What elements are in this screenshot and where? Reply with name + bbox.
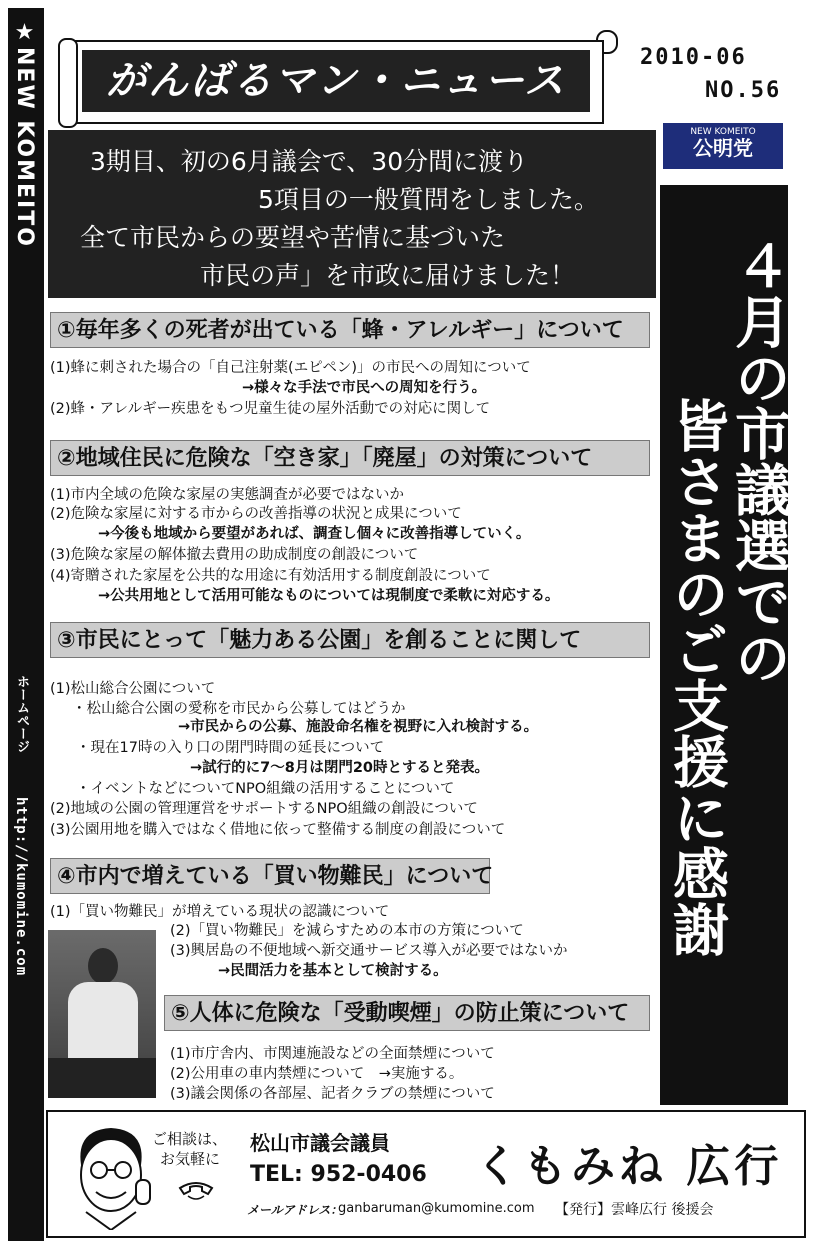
telephone-number[interactable]: TEL: 952-0406 bbox=[250, 1162, 427, 1187]
section-3-item: (3)公園用地を購入ではなく借地に依って整備する制度の創設について bbox=[50, 822, 506, 838]
section-4-item: (1)「買い物難民」が増えている現状の認識について bbox=[50, 904, 390, 920]
section-1-heading: ①毎年多くの死者が出ている「蜂・アレルギー」について bbox=[50, 312, 650, 348]
section-4-item: (2)「買い物難民」を減らすための本市の方策について bbox=[170, 923, 524, 939]
section-1-item: (2)蜂・アレルギー疾患をもつ児童生徒の屋外活動での対応に関して bbox=[50, 401, 491, 417]
section-2-item: (4)寄贈された家屋を公共的な用途に有効活用する制度創設について bbox=[50, 568, 491, 584]
photo-person-head bbox=[88, 948, 118, 984]
section-1-item: (1)蜂に刺された場合の「自己注射薬(エピペン)」の市民への周知について bbox=[50, 360, 531, 376]
banner-column-1: ４月の市議選での bbox=[726, 237, 791, 685]
section-4-heading: ④市内で増えている「買い物難民」について bbox=[50, 858, 490, 894]
section-2-item: (2)危険な家屋に対する市からの改善指導の状況と成果について bbox=[50, 506, 462, 522]
section-3-answer: →試行的に7～8月は閉門20時とすると発表。 bbox=[190, 760, 490, 776]
section-4-item: (3)興居島の不便地域へ新交通サービス導入が必要ではないか bbox=[170, 943, 568, 959]
brand-vertical-text: ★NEW KOMEITO bbox=[12, 20, 37, 248]
intro-line: 市民の声」を市政に届けました！ bbox=[200, 261, 576, 290]
section-3-item: ・松山総合公園の愛称を市民から公募してはどうか bbox=[72, 701, 406, 717]
section-5-heading: ⑤人体に危険な「受動喫煙」の防止策について bbox=[164, 995, 650, 1031]
section-5-item: (1)市庁舎内、市関連施設などの全面禁煙について bbox=[170, 1046, 495, 1062]
caricature-illustration bbox=[66, 1120, 156, 1230]
section-3-heading: ③市民にとって「魅力ある公園」を創ることに関して bbox=[50, 622, 650, 658]
section-2-item: (1)市内全域の危険な家屋の実態調査が必要ではないか bbox=[50, 487, 405, 503]
scroll-roll-decoration bbox=[58, 38, 78, 128]
intro-line: 3期目、初の6月議会で、30分間に渡り bbox=[90, 147, 529, 176]
section-2-answer: →公共用地として活用可能なものについては現制度で柔軟に対応する。 bbox=[98, 588, 560, 604]
intro-line: 全て市民からの要望や苦情に基づいた bbox=[80, 223, 506, 252]
issue-number: NO.56 bbox=[705, 78, 782, 103]
issue-date: 2010-06 bbox=[640, 45, 747, 70]
section-5-item: (3)議会関係の各部屋、記者クラブの禁煙について bbox=[170, 1086, 495, 1102]
homepage-url-link[interactable]: http://kumomine.com bbox=[13, 797, 29, 977]
thanks-banner bbox=[660, 185, 791, 1105]
section-4-answer: →民間活力を基本として検討する。 bbox=[218, 963, 448, 979]
consult-text: ご相談は、 bbox=[152, 1130, 228, 1148]
party-logo bbox=[663, 123, 783, 169]
section-3-item: (1)松山総合公園について bbox=[50, 681, 216, 697]
intro-line: 5項目の一般質問をしました。 bbox=[258, 185, 599, 214]
section-2-answer: →今後も地域から要望があれば、調査し個々に改善指導していく。 bbox=[98, 526, 531, 542]
section-2-heading: ②地域住民に危険な「空き家」「廃屋」の対策について bbox=[50, 440, 650, 476]
photo-podium bbox=[48, 1058, 156, 1098]
member-name: くもみね 広行 bbox=[475, 1141, 783, 1192]
homepage-label: ホームページ bbox=[14, 675, 29, 753]
section-5-item: (2)公用車の車内禁煙について →実施する。 bbox=[170, 1066, 464, 1082]
section-3-item: (2)地域の公園の管理運営をサポートするNPO組織の創設について bbox=[50, 801, 478, 817]
consult-text: お気軽に bbox=[160, 1150, 221, 1168]
banner-column-2: 皆さまのご支援に感謝 bbox=[664, 397, 729, 957]
section-3-item: ・イベントなどについてNPO組織の活用することについて bbox=[76, 781, 455, 797]
council-member-title: 松山市議会議員 bbox=[250, 1131, 390, 1155]
party-logo-jp: 公明党 bbox=[693, 136, 753, 160]
section-1-answer: →様々な手法で市民への周知を行う。 bbox=[242, 380, 487, 396]
newsletter-title: がんばるマン・ニュース bbox=[82, 50, 590, 112]
email-address-link[interactable]: ganbaruman@kumomine.com bbox=[338, 1201, 535, 1216]
intro-box bbox=[48, 130, 656, 298]
email-label: メールアドレス： bbox=[247, 1203, 343, 1217]
section-2-item: (3)危険な家屋の解体撤去費用の助成制度の創設について bbox=[50, 547, 419, 563]
council-speech-photo bbox=[48, 930, 156, 1098]
party-logo-en: NEW KOMEITO bbox=[690, 127, 756, 137]
telephone-icon bbox=[176, 1180, 216, 1204]
section-3-answer: →市民からの公募、施設命名権を視野に入れ検討する。 bbox=[178, 719, 539, 735]
publisher-credit: 【発行】雲峰広行 後援会 bbox=[555, 1202, 714, 1218]
section-3-item: ・現在17時の入り口の閉門時間の延長について bbox=[76, 740, 385, 756]
